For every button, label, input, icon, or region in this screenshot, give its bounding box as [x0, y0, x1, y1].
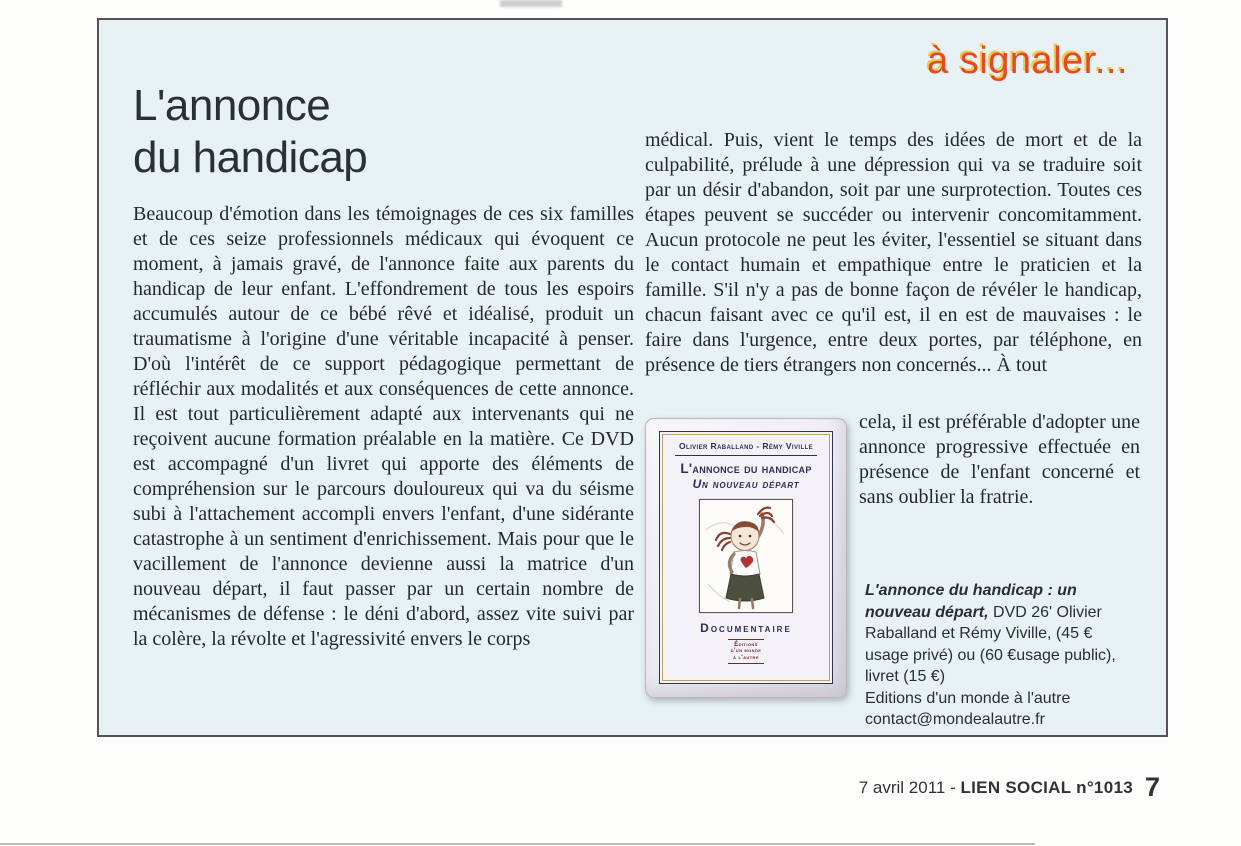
publisher-logo-line3: à l'autre — [733, 654, 759, 661]
child-illustration — [699, 499, 793, 613]
page-title-line2: du handicap — [133, 133, 368, 182]
article-column-right-wrap: cela, il est préférable d'adopter une annonce progressive effectuée en présence de l'enfant concerné et sans oublier la fratrie. — [859, 411, 1140, 508]
footer-page-number: 7 — [1144, 772, 1160, 802]
scan-edge-line — [0, 843, 1035, 845]
dvd-subtitle: Un nouveau départ — [692, 477, 800, 491]
caption-body: DVD 26' Olivier Raballand et Rémy Viville, (45 € usage privé) ou (60 €usage public), livret (15 €) — [865, 603, 1116, 685]
caption-publisher: Editions d'un monde à l'autre — [865, 689, 1071, 707]
article-column-left: Beaucoup d'émotion dans les témoignages de ces six familles et de ces seize professionnels médicaux qui évoquent ce moment, à jamais gravé, de l'annonce faite aux parents du handicap de leur enfant. L'effondrement de tous les espoirs accumulés autour de ce bébé rêvé et idéalisé, produit un traumatisme à l'origine d'une véritable incapacité à penser. D'où l'intérêt de ce support pédagogique permettant de réfléchir aux modalités et aux conséquences de cette annonce. Il est tout particulièrement adapté aux intervenants qui ne reçoivent aucune formation préalable en la matière. Ce DVD est accompagné d'un livret qui apporte des éléments de compréhension sur le parcours douloureux qui va du séisme subi à l'attachement accompli envers l'enfant, d'une sidérante catastrophe à un sentiment d'enrichissement. Mais pour que le vacillement de l'annonce devienne aussi la matrice d'un nouveau départ, il faut passer par un certain nombre de mécanismes de défense : le déni d'abord, assez vite suivi par la colère, la révolte et l'agressivité envers le corps — [133, 203, 634, 650]
footer-issue: LIEN SOCIAL n°1013 — [960, 778, 1133, 797]
dvd-genre-label: Documentaire — [700, 621, 792, 635]
publisher-logo-line1: Éditions — [734, 641, 758, 648]
dvd-title: L'annonce du handicap — [680, 461, 812, 476]
girl-drawing-icon — [700, 500, 792, 612]
dvd-authors: Olivier Raballand - Rémy Viville — [679, 441, 813, 451]
publisher-logo — [728, 639, 765, 664]
caption-title: L'annonce du handicap : un nouveau départ, — [865, 582, 1077, 621]
footer-date: 7 avril 2011 - — [858, 778, 961, 797]
page-footer — [0, 772, 1160, 803]
article-box — [97, 18, 1168, 737]
dvd-cover-frame — [659, 431, 833, 684]
section-badge: à signaler... — [927, 40, 1128, 82]
publisher-logo-line2: d'un monde — [730, 648, 762, 654]
caption-contact-email: contact@mondealautre.fr — [865, 711, 1045, 728]
dvd-caption — [865, 580, 1139, 731]
page-title — [133, 80, 367, 184]
dvd-cover — [645, 418, 847, 698]
scan-smudge — [500, 0, 562, 7]
page-title-line1: L'annonce — [133, 81, 331, 130]
dvd-divider — [675, 455, 817, 456]
dvd-cover-content — [660, 432, 832, 683]
article-column-right: médical. Puis, vient le temps des idées de mort et de la culpabilité, prélude à une dépression qui va se traduire soit par un désir d'abandon, soit par une surprotection. Toutes ces étapes peuvent se succéder ou intervenir concomitamment. Aucun protocole ne peut les éviter, l'essentiel se situant dans le contact humain et empathique entre le praticien et la famille. S'il n'y a pas de bonne façon de révéler le handicap, chacun faisant avec ce qu'il est, il en est de mauvaises : le faire dans l'urgence, entre deux portes, par téléphone, en présence de tiers étrangers non concernés... À tout — [645, 129, 1142, 376]
